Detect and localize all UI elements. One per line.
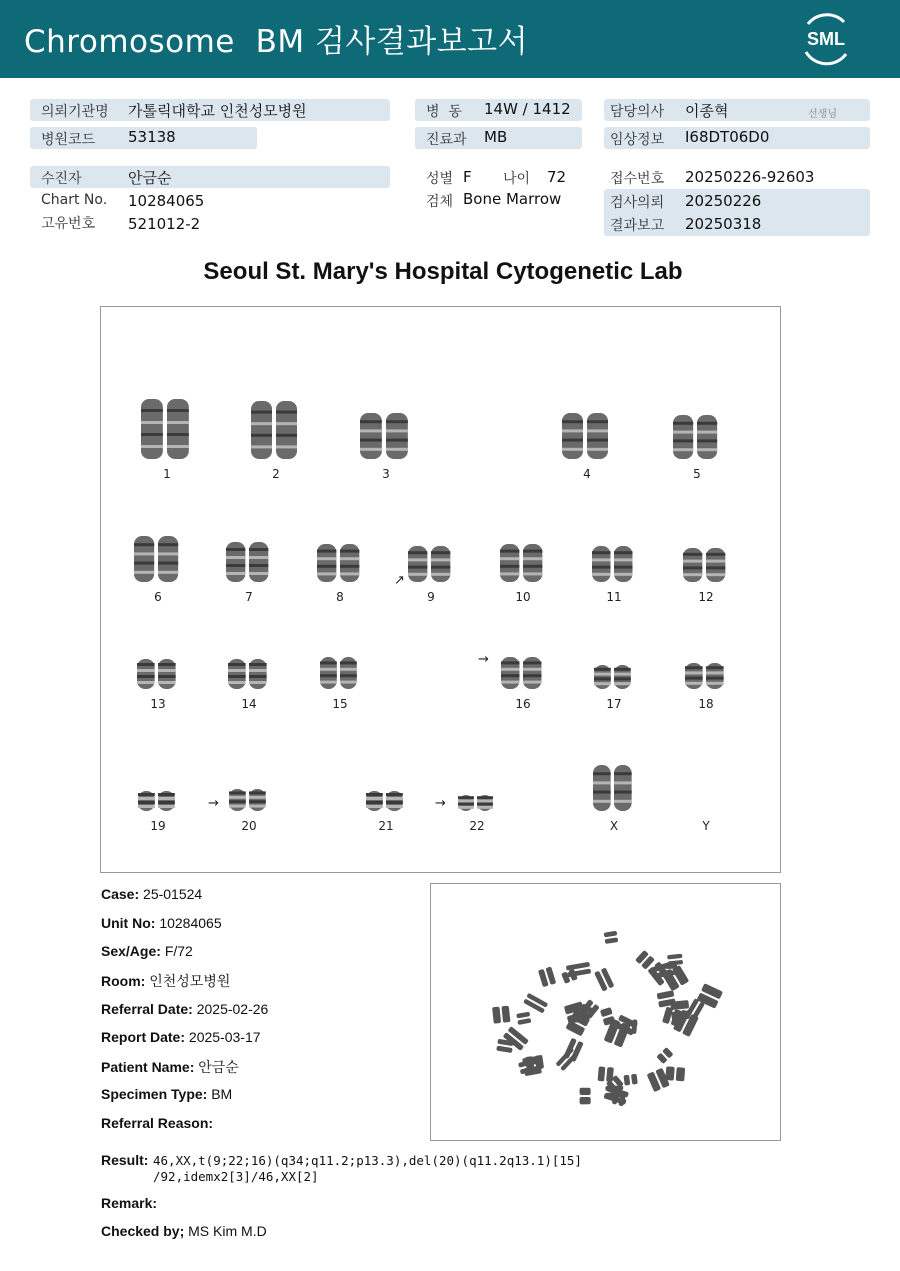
patient-name-value: 안금순	[198, 1059, 239, 1075]
ward-value: 14W / 1412	[484, 100, 571, 118]
arrow-icon: ↗	[394, 573, 405, 588]
hospital-code-label: 병원코드	[41, 132, 96, 148]
chromosome-label-21: 21	[378, 819, 394, 833]
sexage-value: F/72	[164, 943, 193, 959]
chromosome-pair-15	[320, 657, 360, 689]
patient-name-line: Patient Name: 안금순	[101, 1059, 239, 1075]
institution-label: 의뢰기관명	[41, 104, 109, 120]
metaphase-chromosome	[566, 962, 591, 978]
case-value: 25-01524	[143, 886, 203, 902]
chromosome-pair-11	[592, 546, 636, 582]
chromosome-label-20: 20	[241, 819, 257, 833]
chromosome-label-16: 16	[515, 697, 531, 711]
chromosome-label-4: 4	[583, 467, 591, 481]
metaphase-chromosome	[623, 1074, 637, 1086]
dept-label: 진료과	[426, 132, 467, 148]
chromosome-pair-12	[683, 548, 729, 582]
chromosome-pair-4	[562, 413, 612, 459]
report-date-value: 2025-03-17	[188, 1029, 261, 1045]
age-label: 나이	[503, 171, 531, 187]
metaphase-chromosome	[492, 1006, 510, 1024]
sexage-line: Sex/Age: F/72	[101, 943, 193, 959]
unique-no-value: 521012-2	[128, 215, 201, 233]
chromosome-label-5: 5	[693, 467, 701, 481]
chromosome-label-13: 13	[150, 697, 166, 711]
chromosome-label-15: 15	[332, 697, 348, 711]
arrow-icon: →	[208, 796, 219, 811]
checked-line: Checked by; MS Kim M.D	[101, 1223, 267, 1239]
chromosome-label-14: 14	[241, 697, 257, 711]
result-label: Result:	[101, 1152, 149, 1168]
chromosome-label-18: 18	[698, 697, 714, 711]
metaphase-spread	[431, 884, 780, 1140]
specimen-type-value: BM	[211, 1086, 233, 1102]
karyogram-panel	[100, 306, 781, 873]
remark-line: Remark:	[101, 1195, 158, 1211]
arrow-icon: →	[435, 796, 446, 811]
chromosome-pair-9	[408, 546, 454, 582]
referral-reason-line: Referral Reason:	[101, 1115, 214, 1131]
metaphase-chromosome	[538, 966, 556, 987]
sex-label: 성별	[426, 171, 454, 187]
chromosome-pair-18	[685, 663, 727, 689]
chromosome-label-2: 2	[272, 467, 280, 481]
metaphase-chromosome	[600, 1007, 616, 1026]
chromosome-label-22: 22	[469, 819, 485, 833]
specimen-type-line: Specimen Type: BM	[101, 1086, 233, 1102]
examinee-row-bg	[30, 166, 390, 188]
chromosome-pair-1	[141, 399, 193, 459]
metaphase-chromosome	[665, 1066, 685, 1081]
chart-no-value: 10284065	[128, 192, 205, 210]
clinical-value: I68DT06D0	[685, 128, 770, 146]
age-value: 72	[547, 168, 567, 186]
metaphase-chromosome	[662, 965, 689, 991]
unit-value: 10284065	[159, 915, 222, 931]
chromosome-label-7: 7	[245, 590, 253, 604]
report-date-line: Report Date: 2025-03-17	[101, 1029, 261, 1045]
specimen-value: Bone Marrow	[463, 190, 562, 208]
chromosome-pair-7	[226, 542, 272, 582]
examinee-value: 안금순	[128, 169, 172, 187]
chromosome-pair-3	[360, 413, 412, 459]
metaphase-chromosome	[594, 967, 614, 991]
chromosome-pair-14	[228, 659, 270, 689]
chromosome-label-6: 6	[154, 590, 162, 604]
chromosome-label-17: 17	[606, 697, 622, 711]
metaphase-chromosome	[598, 1066, 614, 1082]
chromosome-pair-21	[366, 791, 406, 811]
report-value: 20250318	[685, 215, 762, 233]
referral-date-value: 2025-02-26	[196, 1001, 269, 1017]
examinee-label: 수진자	[41, 171, 82, 187]
sml-logo-icon	[796, 10, 856, 66]
metaphase-chromosome	[523, 993, 548, 1014]
unique-no-label: 고유번호	[41, 216, 96, 232]
clinical-label: 임상정보	[610, 132, 665, 148]
chromosome-label-1: 1	[163, 467, 171, 481]
checked-value: MS Kim M.D	[188, 1223, 267, 1239]
metaphase-image	[430, 883, 781, 1141]
unit-line: Unit No: 10284065	[101, 915, 222, 931]
receipt-value: 20250226-92603	[685, 168, 815, 186]
chromosome-pair-x	[593, 765, 635, 811]
report-label: 결과보고	[610, 218, 665, 234]
chromosome-label-12: 12	[698, 590, 714, 604]
chromosome-pair-22	[458, 795, 496, 811]
room-value: 인천성모병원	[149, 973, 231, 989]
chromosome-label-3: 3	[382, 467, 390, 481]
chromosome-pair-13	[137, 659, 179, 689]
referral-date-line: Referral Date: 2025-02-26	[101, 1001, 269, 1017]
arrow-icon: →	[478, 652, 489, 667]
report-title: Chromosome BM 검사결과보고서	[24, 24, 529, 60]
dept-value: MB	[484, 128, 508, 146]
metaphase-chromosome	[656, 1047, 673, 1064]
chromosome-label-8: 8	[336, 590, 344, 604]
chromosome-label-11: 11	[606, 590, 622, 604]
sex-value: F	[463, 168, 472, 186]
doctor-label: 담당의사	[610, 104, 665, 120]
hospital-code-value: 53138	[128, 128, 176, 146]
result-value: 46,XX,t(9;22;16)(q34;q11.2;p13.3),del(20)(q11.2q13.1)[15] /92,idemx2[3]/46,XX[2]	[153, 1153, 582, 1184]
ward-label: 병 동	[426, 104, 462, 120]
receipt-label: 접수번호	[610, 171, 665, 187]
doctor-suffix: 선생님	[808, 109, 837, 120]
chromosome-pair-2	[251, 401, 301, 459]
chromosome-label-y: Y	[702, 819, 710, 833]
chromosome-label-10: 10	[515, 590, 531, 604]
metaphase-chromosome	[516, 1012, 531, 1025]
request-label: 검사의뢰	[610, 195, 665, 211]
chromosome-pair-5	[673, 415, 721, 459]
case-line: Case: 25-01524	[101, 886, 203, 902]
logo-text: SML	[807, 29, 845, 49]
chromosome-label-19: 19	[150, 819, 166, 833]
chromosome-pair-16	[501, 657, 545, 689]
metaphase-chromosome	[604, 931, 619, 944]
request-value: 20250226	[685, 192, 762, 210]
chromosome-pair-10	[500, 544, 546, 582]
chart-no-label: Chart No.	[41, 192, 108, 208]
metaphase-chromosome	[580, 1088, 591, 1105]
doctor-value: 이종혁	[685, 102, 729, 120]
chromosome-pair-17	[594, 665, 634, 689]
chromosome-pair-19	[138, 791, 178, 811]
chromosome-label-9: 9	[427, 590, 435, 604]
report-header	[0, 0, 900, 78]
metaphase-chromosome	[667, 954, 683, 966]
chromosome-pair-8	[317, 544, 363, 582]
chromosome-pair-6	[134, 536, 182, 582]
result-block	[101, 1152, 582, 1184]
metaphase-chromosome	[635, 950, 655, 970]
room-line: Room: 인천성모병원	[101, 973, 231, 989]
specimen-label: 검체	[426, 194, 454, 210]
chromosome-pair-20	[229, 789, 269, 811]
chromosome-label-x: X	[609, 819, 619, 833]
institution-value: 가톨릭대학교 인천성모병원	[128, 102, 307, 120]
lab-title: Seoul St. Mary's Hospital Cytogenetic Lab	[203, 258, 683, 285]
